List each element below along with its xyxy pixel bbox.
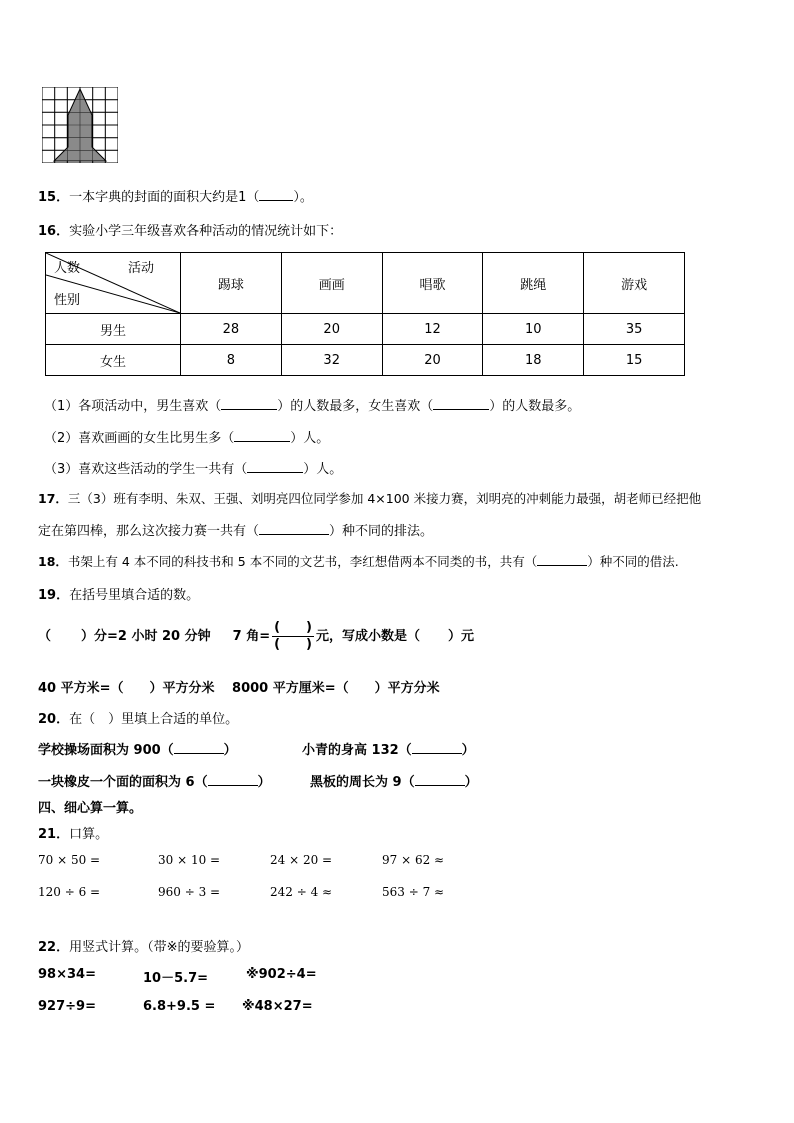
question-20-item-3 (38, 771, 271, 790)
table-cell: 32 (281, 345, 382, 376)
table-cell: 20 (281, 314, 382, 345)
question-16-part-1 (44, 395, 580, 414)
oral-calc-item: 960 ÷ 3 = (158, 885, 221, 899)
answer-blank[interactable] (412, 741, 462, 754)
corner-label-gender: 性别 (54, 293, 81, 308)
answer-blank[interactable] (259, 188, 293, 201)
question-text-end: ）。 (293, 190, 313, 205)
question-text: 一本字典的封面的面积大约是1（ (69, 190, 260, 205)
question-text: 在（ ）里填上合适的单位。 (69, 712, 239, 727)
question-number: 16． (38, 224, 70, 239)
question-text: ） (461, 743, 475, 758)
fraction-numerator[interactable]: ( ) (274, 620, 312, 635)
oral-calc-item: 30 × 10 = (158, 853, 221, 867)
column-header: 跳绳 (483, 253, 584, 314)
question-text: （2）喜欢画画的女生比男生多（ (44, 431, 235, 446)
oral-calc-item: 70 × 50 = (38, 853, 101, 867)
table-row (46, 345, 685, 376)
activity-statistics-table (45, 252, 685, 376)
vertical-calc-item: ※902÷4= (246, 967, 317, 982)
question-text: ）人。 (290, 431, 330, 446)
grid-figure (42, 87, 118, 163)
answer-blank[interactable] (433, 397, 489, 410)
question-text: （3）喜欢这些活动的学生一共有（ (44, 462, 248, 477)
question-text: ）的人数最多，女生喜欢（ (277, 399, 434, 414)
vertical-calc-item: 98×34= (38, 967, 96, 982)
question-16-part-2 (44, 427, 329, 446)
question-19-line-1 (38, 620, 474, 653)
question-text: ）种不同的排法。 (329, 524, 434, 539)
question-text: ）分=2 小时 20 分钟 (81, 629, 211, 644)
question-text: 黑板的周长为 9（ (310, 775, 415, 790)
question-21 (38, 823, 108, 842)
corner-label-count: 人数 (54, 261, 81, 276)
question-text: 元，写成小数是（ (315, 629, 420, 644)
question-20 (38, 708, 238, 727)
oral-calc-item: 24 × 20 = (270, 853, 333, 867)
question-text: 一块橡皮一个面的面积为 6（ (38, 775, 208, 790)
column-header: 唱歌 (382, 253, 483, 314)
question-19 (38, 584, 199, 603)
oral-calc-item: 97 × 62 ≈ (382, 853, 445, 867)
question-text: ）种不同的借法. (587, 554, 679, 569)
vertical-calc-item: 927÷9= (38, 999, 96, 1014)
question-19-line-2: 40 平方米=（ ）平方分米 8000 平方厘米=（ ）平方分米 (38, 681, 440, 696)
question-text: ） (464, 775, 478, 790)
oral-calc-item: 563 ÷ 7 ≈ (382, 885, 445, 899)
answer-blank[interactable] (174, 741, 224, 754)
answer-blank[interactable] (537, 553, 587, 566)
question-text: 在括号里填合适的数。 (69, 588, 200, 603)
question-number: 18． (38, 554, 68, 569)
question-22 (38, 936, 249, 955)
question-text: 小青的身高 132（ (302, 743, 412, 758)
question-text: ）元 (448, 629, 475, 644)
question-18 (38, 552, 679, 570)
question-16-part-3 (44, 458, 342, 477)
table-cell: 12 (382, 314, 483, 345)
table-cell: 8 (181, 345, 282, 376)
table-header-row (46, 253, 685, 314)
question-text: 三（3）班有李明、朱双、王强、刘明亮四位同学参加 4×100 米接力赛，刘明亮的冲刺能力最强，胡老师已经把他 (67, 491, 702, 506)
row-label: 男生 (46, 314, 181, 345)
vertical-calc-item: ※48×27= (242, 999, 313, 1014)
question-number: 22． (38, 940, 70, 955)
vertical-calc-item: 6.8+9.5 = (143, 999, 216, 1014)
diagonal-header-cell (46, 253, 181, 314)
corner-label-activity: 活动 (128, 261, 155, 276)
table-cell: 18 (483, 345, 584, 376)
question-20-item-2 (302, 739, 475, 758)
question-text: 书架上有 4 本不同的科技书和 5 本不同的文艺书，李红想借两本不同类的书，共有（ (67, 554, 538, 569)
table-cell: 15 (584, 345, 685, 376)
answer-blank[interactable] (234, 429, 290, 442)
table-cell: 20 (382, 345, 483, 376)
question-text: （ (38, 629, 52, 644)
question-text: 口算。 (69, 827, 109, 842)
question-number: 19． (38, 588, 70, 603)
answer-blank[interactable] (259, 522, 329, 535)
question-20-item-1 (38, 739, 237, 758)
question-text: （1）各项活动中，男生喜欢（ (44, 399, 222, 414)
vertical-calc-item: 10－5.7= (143, 971, 209, 986)
table-cell: 35 (584, 314, 685, 345)
question-number: 20． (38, 712, 70, 727)
question-20-item-4 (310, 771, 478, 790)
question-text: 定在第四棒，那么这次接力赛一共有（ (38, 524, 260, 539)
column-header: 画画 (281, 253, 382, 314)
answer-blank[interactable] (415, 773, 465, 786)
answer-blank[interactable] (247, 460, 303, 473)
question-text: ） (257, 775, 271, 790)
question-number: 15． (38, 190, 70, 205)
oral-calc-item: 242 ÷ 4 ≈ (270, 885, 333, 899)
question-number: 21． (38, 827, 70, 842)
table-cell: 10 (483, 314, 584, 345)
question-number: 17． (38, 491, 68, 506)
question-text: 7 角= (232, 629, 271, 644)
table-row (46, 314, 685, 345)
question-text: 实验小学三年级喜欢各种活动的情况统计如下： (69, 224, 343, 239)
answer-blank[interactable] (221, 397, 277, 410)
question-text: ）人。 (303, 462, 343, 477)
question-text: ） (223, 743, 237, 758)
question-17-line-2 (38, 520, 433, 539)
question-text: 用竖式计算。（带※的要验算。） (69, 940, 249, 955)
answer-blank[interactable] (208, 773, 258, 786)
question-17-line-1 (38, 489, 701, 507)
row-label: 女生 (46, 345, 181, 376)
question-16 (38, 220, 342, 239)
fraction (272, 620, 314, 653)
section-heading: 四、细心算一算。 (38, 801, 143, 816)
fraction-denominator[interactable]: ( ) (274, 637, 312, 652)
question-15 (38, 186, 313, 205)
column-header: 游戏 (584, 253, 685, 314)
table-cell: 28 (181, 314, 282, 345)
oral-calc-item: 120 ÷ 6 = (38, 885, 101, 899)
column-header: 踢球 (181, 253, 282, 314)
question-text: ）的人数最多。 (489, 399, 581, 414)
question-text: 学校操场面积为 900（ (38, 743, 174, 758)
